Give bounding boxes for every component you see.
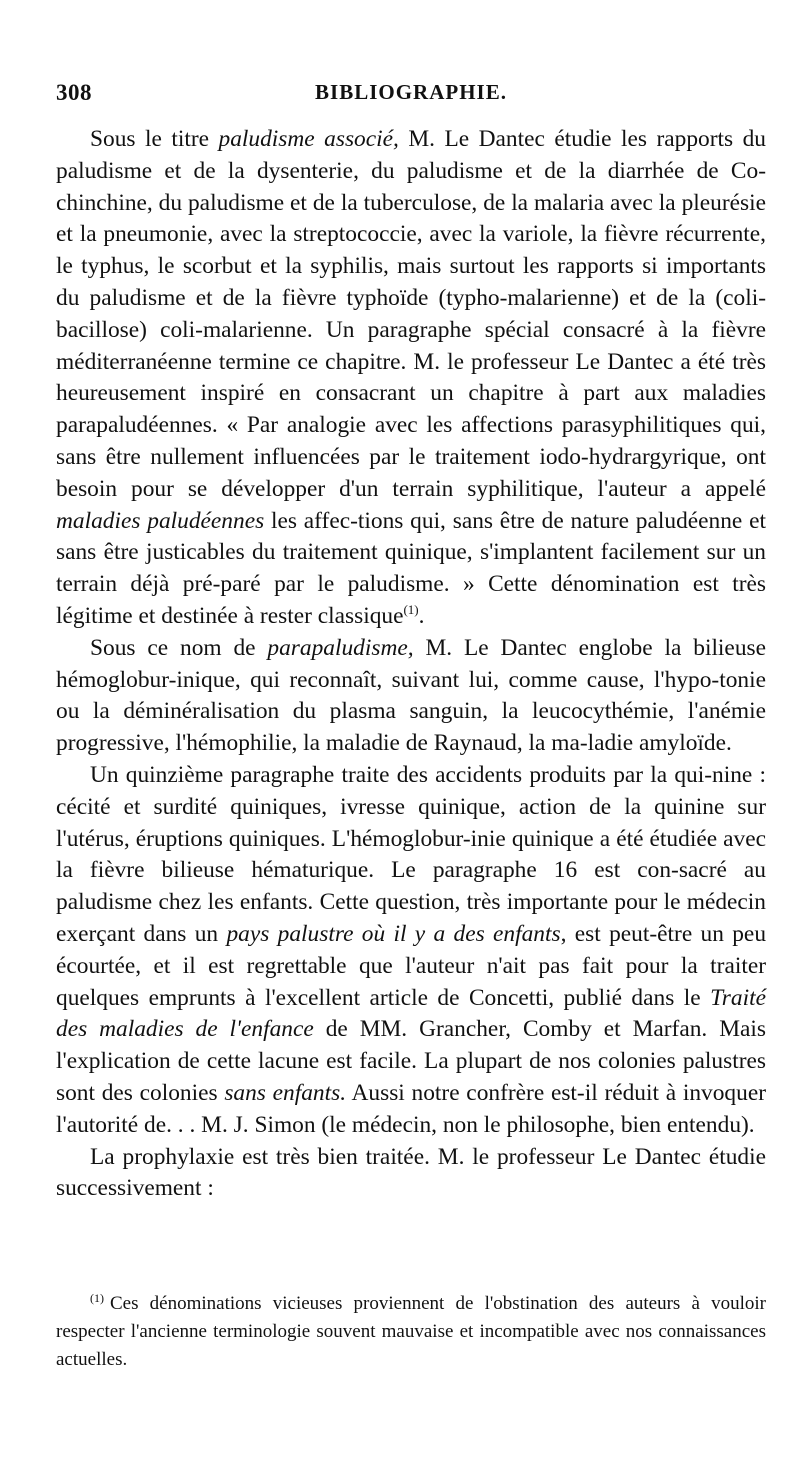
text-run: M. Le Dantec englobe la bilieuse hémoglobur-inique, qui reconnaît, suivant lui, comme cause, l'hypo-tonie ou la déminéralisation du plasma sanguin, la leucocythémie, l'anémie progressive, l'hémophilie, la maladie de Raynaud, la ma-ladie amyloïde. <box>56 634 766 757</box>
paragraph <box>56 124 766 633</box>
text-run: La prophylaxie est très bien traitée. M. le professeur Le Dantec étudie successivement : <box>56 1143 766 1202</box>
paragraph <box>56 760 766 1142</box>
text-run: , est peut-être un peu écourtée, et il est regrettable que l'auteur n'ait pas fait pour la traiter quelques emprunts à l'excellent article de Concetti, publié dans le <box>56 920 767 1011</box>
italic-text: Traité des maladies de l'enfance <box>56 984 766 1043</box>
text-run: Sous ce nom de <box>90 634 268 661</box>
italic-text: maladies paludéennes <box>56 507 265 534</box>
text-run: . <box>418 602 425 629</box>
footnotes <box>56 1290 766 1374</box>
text-run: Aussi notre confrère est-il réduit à invoquer l'autorité de. . . M. J. Simon (le médecin, non le philosophe, bien entendu). <box>56 1079 766 1138</box>
page <box>56 80 766 1205</box>
italic-text: sans enfants. <box>224 1079 347 1106</box>
text-run: de MM. Grancher, Comby et Marfan. Mais l'explication de cette lacune est facile. La plupart de nos colonies palustres sont des colonies <box>56 1016 766 1106</box>
paragraph <box>56 633 766 760</box>
text-run: Un quinzième paragraphe traite des accidents produits par la qui-nine : cécité et surdité quiniques, ivresse quinique, action de la quinine sur l'utérus, éruptions quiniques. L'hémoglobur-inie quinique a été étudiée avec la fièvre bilieuse hématurique. Le paragraphe 16 est con-sacré au paludisme chez les enfants. Cette question, très importante pour le médecin exerçant dans un <box>56 761 766 947</box>
page-number: 308 <box>56 80 92 105</box>
text-run: Sous le titre <box>90 126 219 152</box>
body-text <box>56 124 766 1205</box>
footnote-reference: (1) <box>403 602 419 618</box>
footnote <box>56 1290 766 1374</box>
running-head <box>56 80 766 114</box>
text-run: M. Le Dantec étudie les rapports du paludisme et de la dysenterie, du paludisme et de la diarrhée de Co-chinchine, du paludisme et de la tuberculose, de la malaria avec la pleurésie et la pneumonie, avec la streptococcie, avec la variole, la fièvre récurrente, le typhus, le scorbut et la syphilis, mais surtout les rapports si importants du paludisme et de la fièvre typhoïde (typho-malarienne) et de la (coli-bacillose) coli-malarienne. Un paragraphe spécial consacré à la fièvre méditerranéenne termine ce chapitre. M. le professeur Le Dantec a été très heureusement inspiré en consacrant un chapitre à part aux maladies parapaludéennes. « Par analogie avec les affections parasyphilitiques qui, sans être nullement influencées par le traitement iodo-hydrargyrique, ont besoin pour se développer d'un terrain syphilitique, l'auteur a appelé <box>56 126 767 502</box>
footnote-text: Ces dénominations vicieuses proviennent de l'obstination des auteurs à vouloir respecter l'ancienne terminologie souvent mauvaise et incompatible avec nos connaissances actuelles. <box>56 1293 766 1370</box>
italic-text: paludisme associé, <box>218 126 399 152</box>
italic-text: pays palustre où il y a des enfants <box>226 920 561 947</box>
footnote-mark: (1) <box>90 1290 104 1305</box>
running-head-title: BIBLIOGRAPHIE. <box>315 80 507 104</box>
text-run: les affec-tions qui, sans être de nature paludéenne et sans être justicables du traitement quinique, s'implantent facilement sur un terrain déjà pré-paré par le paludisme. » Cette dénomination est très légitime et destinée à rester classique <box>56 507 766 629</box>
italic-text: parapaludisme, <box>267 634 414 661</box>
paragraph <box>56 1142 766 1206</box>
